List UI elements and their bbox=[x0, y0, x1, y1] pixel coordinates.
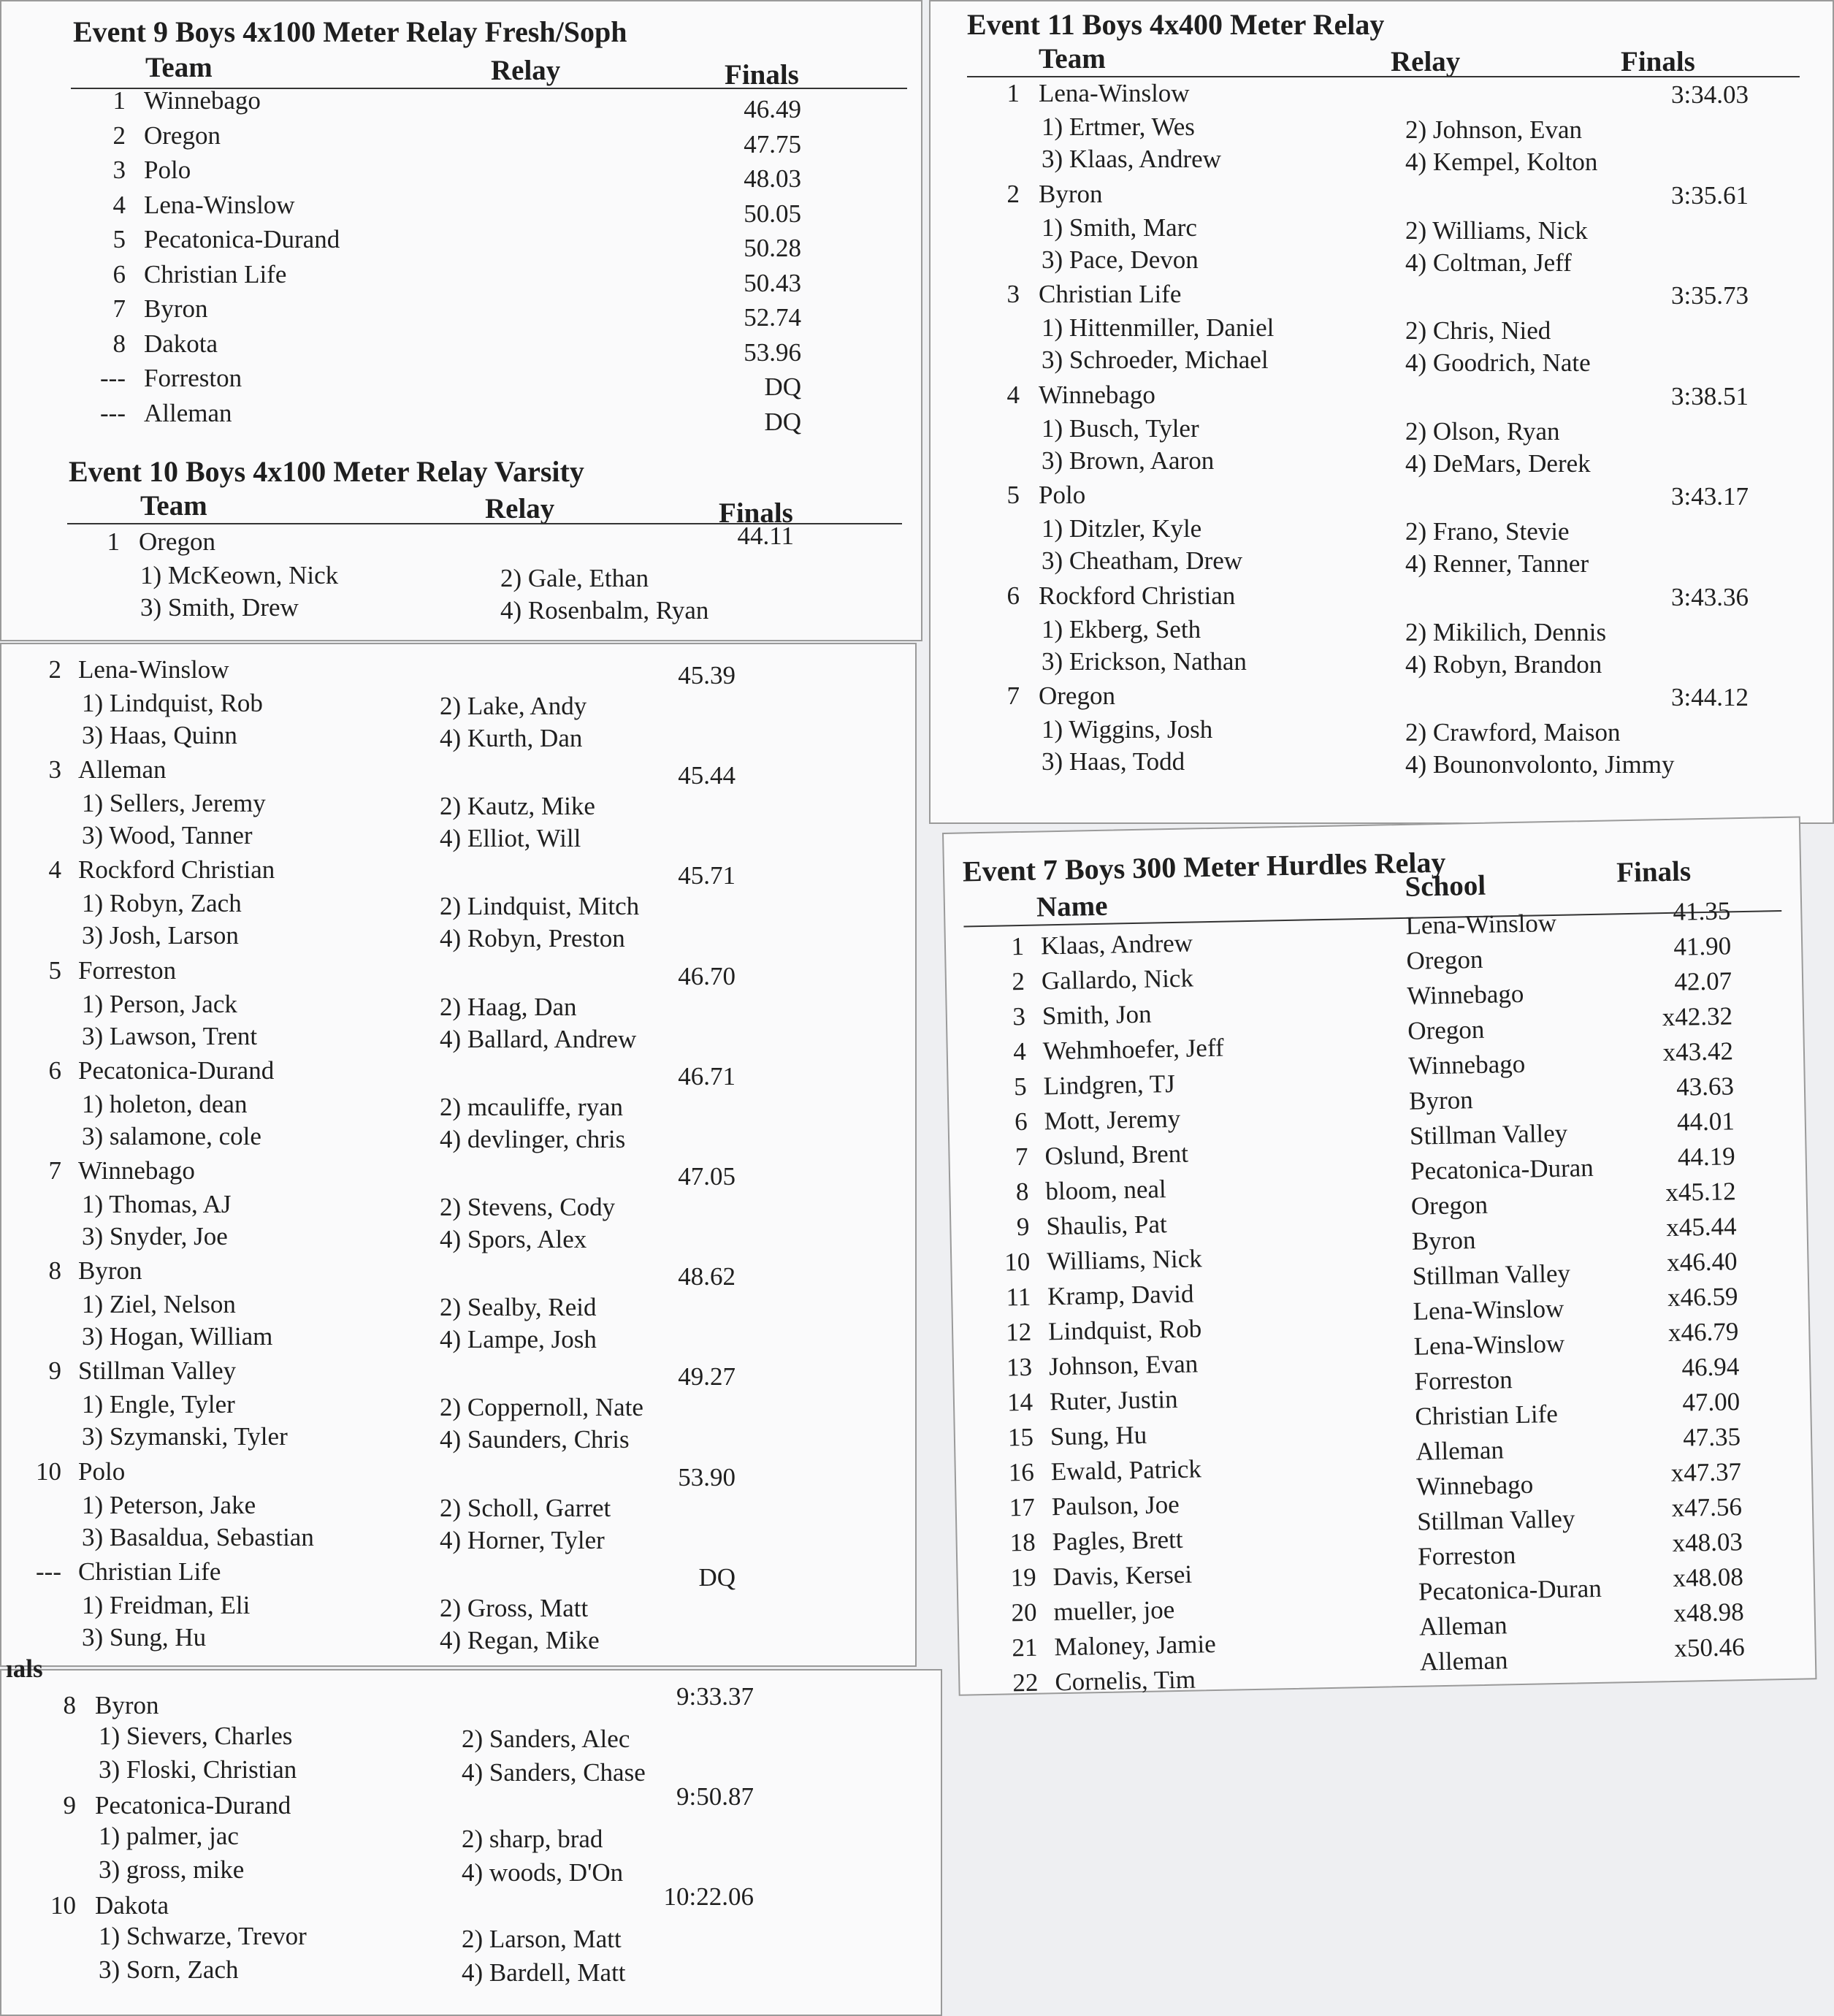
team-name: Oregon bbox=[1039, 681, 1115, 710]
place: 19 bbox=[1010, 1562, 1036, 1592]
place: --- bbox=[100, 364, 126, 392]
team-name: Lena-Winslow bbox=[144, 190, 295, 219]
event-10-header-team: Team bbox=[140, 490, 207, 522]
finals-time: 44.11 bbox=[737, 522, 794, 550]
runner-1: 1) Robyn, Zach bbox=[82, 889, 242, 918]
team-name: Forreston bbox=[144, 364, 242, 392]
runner-4: 4) Lampe, Josh bbox=[440, 1325, 597, 1354]
place: 5 bbox=[1006, 481, 1020, 509]
place: 2 bbox=[112, 121, 126, 150]
event-11-title: Event 11 Boys 4x400 Meter Relay bbox=[967, 8, 1385, 41]
school-name: Lena-Winslow bbox=[1413, 1329, 1565, 1361]
runner-2: 2) Sanders, Alec bbox=[462, 1725, 630, 1753]
school-name: Winnebago bbox=[1415, 1470, 1534, 1501]
team-name: Alleman bbox=[78, 755, 167, 784]
athlete-name: Kramp, David bbox=[1047, 1279, 1194, 1311]
athlete-name: Gallardo, Nick bbox=[1041, 963, 1194, 996]
place: 12 bbox=[1005, 1317, 1032, 1347]
runner-1: 1) Hittenmiller, Daniel bbox=[1042, 313, 1275, 342]
runner-2: 2) Stevens, Cody bbox=[440, 1193, 616, 1221]
team-name: Winnebago bbox=[144, 86, 261, 115]
runner-1: 1) Ziel, Nelson bbox=[82, 1290, 236, 1319]
school-name: Stillman Valley bbox=[1412, 1259, 1571, 1291]
team-name: Polo bbox=[144, 156, 191, 184]
runner-4: 4) Horner, Tyler bbox=[440, 1525, 605, 1554]
team-name: Pecatonica-Durand bbox=[144, 225, 340, 253]
finals-time: 50.05 bbox=[744, 199, 801, 228]
runner-2: 2) Olson, Ryan bbox=[1405, 416, 1560, 446]
sheet-event-9-10 bbox=[0, 0, 922, 641]
finals-time: DQ bbox=[764, 407, 801, 436]
runner-1: 1) Smith, Marc bbox=[1042, 213, 1197, 242]
runner-1: 1) Thomas, AJ bbox=[82, 1190, 232, 1218]
runner-4: 4) Regan, Mike bbox=[440, 1625, 600, 1654]
place: 10 bbox=[50, 1891, 76, 1920]
team-name: Winnebago bbox=[1039, 380, 1155, 409]
runner-4: 4) Goodrich, Nate bbox=[1405, 348, 1591, 377]
team-name: Oregon bbox=[144, 121, 221, 150]
place: 3 bbox=[112, 156, 126, 184]
place: 7 bbox=[48, 1156, 61, 1185]
team-name: Christian Life bbox=[1039, 280, 1182, 308]
place: 16 bbox=[1008, 1457, 1035, 1487]
athlete-name: Klaas, Andrew bbox=[1040, 928, 1193, 961]
school-name: Stillman Valley bbox=[1409, 1118, 1568, 1150]
school-name: Winnebago bbox=[1407, 1049, 1526, 1080]
runner-3: 3) gross, mike bbox=[99, 1855, 245, 1884]
place: 7 bbox=[112, 294, 126, 323]
finals-time: x42.32 bbox=[1662, 1001, 1733, 1032]
finals-time: x48.08 bbox=[1673, 1562, 1744, 1592]
place: 9 bbox=[63, 1791, 76, 1820]
athlete-name: Maloney, Jamie bbox=[1054, 1630, 1217, 1662]
runner-3: 3) Smith, Drew bbox=[140, 593, 299, 622]
finals-time: 48.62 bbox=[678, 1262, 735, 1291]
runner-1: 1) Wiggins, Josh bbox=[1042, 715, 1213, 744]
runner-1: 1) Ditzler, Kyle bbox=[1042, 514, 1202, 543]
team-name: Forreston bbox=[78, 955, 177, 985]
runner-3: 3) Snyder, Joe bbox=[82, 1222, 228, 1251]
place: 13 bbox=[1006, 1352, 1033, 1382]
place: 5 bbox=[48, 955, 61, 985]
athlete-name: Pagles, Brett bbox=[1052, 1524, 1183, 1557]
team-name: Rockford Christian bbox=[78, 855, 275, 885]
runner-2: 2) Frano, Stevie bbox=[1405, 517, 1570, 546]
runner-3: 3) Haas, Quinn bbox=[82, 721, 237, 749]
runner-4: 4) Robyn, Preston bbox=[440, 924, 625, 953]
finals-time: DQ bbox=[698, 1562, 735, 1592]
place: 8 bbox=[112, 329, 126, 358]
place: 1 bbox=[112, 86, 126, 115]
runner-1: 1) Busch, Tyler bbox=[1042, 413, 1199, 443]
runner-4: 4) Kempel, Kolton bbox=[1405, 148, 1598, 176]
runner-1: 1) holeton, dean bbox=[82, 1089, 248, 1118]
runner-3: 3) Brown, Aaron bbox=[1042, 446, 1215, 475]
finals-time: x46.59 bbox=[1667, 1282, 1738, 1313]
runner-1: 1) palmer, jac bbox=[99, 1822, 239, 1850]
athlete-name: mueller, joe bbox=[1053, 1595, 1175, 1627]
runner-3: 3) Sorn, Zach bbox=[99, 1955, 239, 1984]
finals-time: x47.56 bbox=[1671, 1492, 1743, 1522]
team-name: Lena-Winslow bbox=[78, 655, 229, 684]
event-7-header-name: Name bbox=[1036, 890, 1108, 923]
event-7-header-school: School bbox=[1405, 869, 1486, 903]
runner-3: 3) Cheatham, Drew bbox=[1042, 546, 1243, 575]
school-name: Byron bbox=[1411, 1226, 1476, 1256]
runner-3: 3) Klaas, Andrew bbox=[1042, 145, 1221, 173]
team-name: Dakota bbox=[144, 329, 218, 358]
event-11-header-team: Team bbox=[1039, 43, 1106, 75]
team-name: Rockford Christian bbox=[1039, 581, 1236, 610]
team-name: Oregon bbox=[139, 527, 215, 556]
place: 9 bbox=[48, 1356, 61, 1386]
sheet-event-10-continued bbox=[0, 643, 917, 1667]
place: 5 bbox=[112, 225, 126, 253]
school-name: Forreston bbox=[1417, 1540, 1516, 1571]
event-7-header-finals: Finals bbox=[1616, 855, 1692, 889]
runner-4: 4) devlinger, chris bbox=[440, 1124, 626, 1153]
place: 3 bbox=[1012, 1001, 1026, 1031]
runner-2: 2) Williams, Nick bbox=[1405, 215, 1588, 245]
sheet-event-11 bbox=[929, 0, 1834, 824]
runner-4: 4) Kurth, Dan bbox=[440, 724, 583, 752]
finals-time: x46.79 bbox=[1667, 1317, 1739, 1348]
finals-time: 3:34.03 bbox=[1671, 80, 1749, 109]
runner-3: 3) Sung, Hu bbox=[82, 1622, 207, 1652]
school-name: Byron bbox=[1408, 1085, 1474, 1115]
runner-2: 2) Chris, Nied bbox=[1405, 316, 1551, 345]
finals-time: 50.43 bbox=[744, 268, 801, 297]
runner-4: 4) DeMars, Derek bbox=[1405, 448, 1591, 478]
finals-time: 3:44.12 bbox=[1671, 683, 1749, 711]
school-name: Lena-Winslow bbox=[1405, 908, 1557, 940]
finals-time: 3:35.61 bbox=[1671, 180, 1749, 210]
finals-time: 47.75 bbox=[744, 129, 801, 159]
runner-2: 2) Gale, Ethan bbox=[500, 564, 649, 592]
place: 4 bbox=[1012, 1036, 1027, 1066]
finals-time: 53.96 bbox=[744, 337, 801, 367]
finals-time: 41.90 bbox=[1673, 931, 1732, 961]
runner-3: 3) Schroeder, Michael bbox=[1042, 345, 1269, 374]
place: 1 bbox=[1006, 79, 1020, 107]
place: 1 bbox=[1011, 931, 1025, 961]
place: 7 bbox=[1006, 681, 1020, 710]
athlete-name: Wehmhoefer, Jeff bbox=[1042, 1033, 1224, 1066]
school-name: Oregon bbox=[1410, 1190, 1489, 1221]
runner-1: 1) McKeown, Nick bbox=[140, 561, 339, 589]
school-name: Oregon bbox=[1407, 1015, 1485, 1045]
sheet-event-7 bbox=[942, 816, 1816, 1698]
finals-time: x43.42 bbox=[1662, 1036, 1734, 1067]
runner-1: 1) Schwarze, Trevor bbox=[99, 1922, 307, 1950]
runner-4: 4) Bardell, Matt bbox=[462, 1958, 626, 1987]
runner-2: 2) sharp, brad bbox=[462, 1825, 603, 1853]
finals-time: 44.01 bbox=[1676, 1107, 1735, 1137]
finals-time: x50.46 bbox=[1673, 1633, 1745, 1662]
place: 15 bbox=[1007, 1422, 1034, 1452]
finals-time: 48.03 bbox=[744, 164, 801, 193]
runner-2: 2) Gross, Matt bbox=[440, 1593, 589, 1622]
place: 6 bbox=[112, 259, 126, 289]
runner-1: 1) Ertmer, Wes bbox=[1042, 112, 1195, 141]
finals-time: 46.71 bbox=[678, 1061, 735, 1091]
team-name: Byron bbox=[78, 1256, 142, 1286]
school-name: Alleman bbox=[1419, 1646, 1508, 1676]
runner-4: 4) woods, D'On bbox=[462, 1858, 624, 1887]
finals-time: x45.44 bbox=[1665, 1212, 1737, 1242]
place: 8 bbox=[63, 1691, 76, 1719]
event-11-header-rule bbox=[967, 76, 1800, 77]
runner-3: 3) Josh, Larson bbox=[82, 921, 239, 950]
team-name: Alleman bbox=[144, 398, 232, 427]
runner-3: 3) Haas, Todd bbox=[1042, 747, 1185, 776]
runner-2: 2) Crawford, Maison bbox=[1405, 718, 1621, 747]
place: 8 bbox=[1015, 1177, 1029, 1207]
team-name: Winnebago bbox=[78, 1156, 195, 1185]
team-name: Stillman Valley bbox=[78, 1356, 237, 1386]
finals-time: x48.03 bbox=[1672, 1527, 1743, 1557]
place: 4 bbox=[112, 190, 126, 219]
runner-4: 4) Rosenbalm, Ryan bbox=[500, 596, 709, 625]
runner-4: 4) Renner, Tanner bbox=[1405, 549, 1589, 578]
place: 14 bbox=[1006, 1387, 1033, 1417]
cut-heading-fragment: ıals bbox=[6, 1654, 43, 1683]
runner-2: 2) Coppernoll, Nate bbox=[440, 1393, 643, 1422]
finals-time: x46.40 bbox=[1666, 1247, 1738, 1278]
runner-3: 3) Szymanski, Tyler bbox=[82, 1422, 288, 1451]
runner-4: 4) Spors, Alex bbox=[440, 1225, 587, 1253]
finals-time: 3:43.36 bbox=[1671, 582, 1749, 611]
finals-time: 44.19 bbox=[1677, 1142, 1736, 1172]
athlete-name: Shaulis, Pat bbox=[1045, 1210, 1168, 1241]
finals-time: 3:35.73 bbox=[1671, 281, 1749, 310]
school-name: Pecatonica-Duran bbox=[1410, 1153, 1594, 1185]
sheet-relay-fragment bbox=[0, 1654, 942, 2016]
runner-4: 4) Bounonvolonto, Jimmy bbox=[1405, 750, 1675, 779]
runner-4: 4) Coltman, Jeff bbox=[1405, 248, 1572, 277]
team-name: Polo bbox=[1039, 481, 1086, 509]
school-name: Alleman bbox=[1415, 1435, 1505, 1466]
finals-time: 52.74 bbox=[744, 303, 801, 332]
place: 6 bbox=[1006, 581, 1020, 610]
finals-time: 43.63 bbox=[1676, 1072, 1735, 1101]
place: 21 bbox=[1012, 1633, 1038, 1662]
finals-time: 45.44 bbox=[678, 761, 735, 790]
finals-time: 46.49 bbox=[744, 95, 801, 123]
team-name: Christian Life bbox=[144, 259, 287, 289]
runner-2: 2) Lake, Andy bbox=[440, 692, 587, 720]
event-9-title: Event 9 Boys 4x100 Meter Relay Fresh/Soph bbox=[73, 15, 627, 48]
athlete-name: Mott, Jeremy bbox=[1044, 1104, 1181, 1136]
athlete-name: Lindquist, Rob bbox=[1047, 1314, 1202, 1346]
runner-2: 2) Johnson, Evan bbox=[1405, 115, 1583, 144]
finals-time: x45.12 bbox=[1665, 1177, 1736, 1207]
runner-3: 3) Wood, Tanner bbox=[82, 821, 253, 850]
event-9-header-finals: Finals bbox=[725, 59, 799, 91]
school-name: Winnebago bbox=[1407, 979, 1524, 1010]
event-10-title: Event 10 Boys 4x100 Meter Relay Varsity bbox=[69, 455, 584, 488]
athlete-name: Sung, Hu bbox=[1050, 1420, 1147, 1451]
event-10-header-finals: Finals bbox=[719, 497, 793, 529]
runner-1: 1) Person, Jack bbox=[82, 989, 237, 1018]
event-9-header-team: Team bbox=[145, 52, 213, 83]
event-7-title: Event 7 Boys 300 Meter Hurdles Relay bbox=[962, 845, 1446, 888]
place: 10 bbox=[36, 1456, 61, 1486]
runner-1: 1) Sievers, Charles bbox=[99, 1722, 293, 1750]
finals-time: 47.35 bbox=[1682, 1422, 1741, 1452]
place: 3 bbox=[1006, 280, 1020, 308]
team-name: Byron bbox=[144, 294, 208, 323]
athlete-name: Williams, Nick bbox=[1046, 1244, 1203, 1276]
runner-4: 4) Robyn, Brandon bbox=[1405, 649, 1602, 679]
runner-3: 3) Hogan, William bbox=[82, 1322, 273, 1351]
athlete-name: Davis, Kersei bbox=[1052, 1559, 1193, 1592]
team-name: Lena-Winslow bbox=[1039, 79, 1190, 107]
event-9-header-relay: Relay bbox=[491, 55, 561, 86]
place: 20 bbox=[1011, 1597, 1037, 1627]
school-name: Christian Life bbox=[1415, 1399, 1559, 1431]
runner-3: 3) Lawson, Trent bbox=[82, 1021, 258, 1050]
team-name: Polo bbox=[78, 1456, 126, 1486]
finals-time: 47.00 bbox=[1682, 1387, 1741, 1417]
team-name: Byron bbox=[95, 1691, 159, 1719]
runner-1: 1) Lindquist, Rob bbox=[82, 689, 263, 717]
finals-time: 10:22.06 bbox=[663, 1882, 754, 1911]
finals-time: 47.05 bbox=[678, 1162, 735, 1191]
athlete-name: Oslund, Brent bbox=[1044, 1139, 1189, 1171]
place: 11 bbox=[1006, 1282, 1031, 1312]
place: 2 bbox=[1006, 179, 1020, 208]
place: 7 bbox=[1015, 1142, 1028, 1172]
finals-time: 49.27 bbox=[678, 1362, 735, 1391]
event-10-header-relay: Relay bbox=[485, 493, 555, 524]
place: 2 bbox=[48, 655, 61, 684]
runner-2: 2) Mikilich, Dennis bbox=[1405, 617, 1607, 646]
finals-time: 3:43.17 bbox=[1671, 482, 1749, 511]
finals-time: 45.71 bbox=[678, 861, 735, 890]
team-name: Pecatonica-Durand bbox=[78, 1055, 275, 1085]
finals-time: 53.90 bbox=[678, 1462, 735, 1492]
finals-time: 41.35 bbox=[1673, 896, 1731, 926]
runner-3: 3) Pace, Devon bbox=[1042, 245, 1199, 274]
finals-time: 46.70 bbox=[678, 961, 735, 990]
school-name: Pecatonica-Duran bbox=[1418, 1573, 1602, 1606]
finals-time: DQ bbox=[764, 373, 801, 401]
runner-1: 1) Engle, Tyler bbox=[82, 1390, 235, 1419]
athlete-name: Ruter, Justin bbox=[1049, 1384, 1178, 1416]
place: 9 bbox=[1016, 1212, 1030, 1242]
runner-2: 2) Larson, Matt bbox=[462, 1925, 622, 1953]
place: 2 bbox=[1012, 966, 1025, 996]
team-name: Dakota bbox=[95, 1891, 169, 1920]
runner-1: 1) Sellers, Jeremy bbox=[82, 789, 266, 818]
finals-time: 9:50.87 bbox=[676, 1782, 754, 1811]
place: 18 bbox=[1009, 1527, 1036, 1557]
finals-time: 46.94 bbox=[1681, 1352, 1740, 1382]
team-name: Pecatonica-Durand bbox=[95, 1791, 291, 1820]
athlete-name: Paulson, Joe bbox=[1051, 1489, 1180, 1521]
runner-1: 1) Freidman, Eli bbox=[82, 1590, 251, 1619]
runner-4: 4) Elliot, Will bbox=[440, 824, 581, 853]
place: --- bbox=[36, 1557, 61, 1586]
place: 17 bbox=[1009, 1492, 1036, 1522]
place: 1 bbox=[107, 527, 120, 556]
runner-4: 4) Sanders, Chase bbox=[462, 1758, 646, 1787]
finals-time: 42.07 bbox=[1673, 966, 1732, 996]
runner-2: 2) Haag, Dan bbox=[440, 992, 577, 1021]
runner-2: 2) Kautz, Mike bbox=[440, 792, 595, 821]
school-name: Lena-Winslow bbox=[1413, 1294, 1564, 1326]
place: --- bbox=[100, 398, 126, 427]
place: 22 bbox=[1012, 1668, 1039, 1698]
runner-3: 3) Floski, Christian bbox=[99, 1755, 297, 1784]
runner-3: 3) salamone, cole bbox=[82, 1121, 261, 1150]
finals-time: 50.28 bbox=[744, 234, 801, 262]
athlete-name: Johnson, Evan bbox=[1048, 1349, 1199, 1381]
event-11-header-finals: Finals bbox=[1621, 46, 1695, 77]
athlete-name: Cornelis, Tim bbox=[1054, 1665, 1196, 1697]
school-name: Forreston bbox=[1414, 1365, 1513, 1396]
runner-3: 3) Basaldua, Sebastian bbox=[82, 1522, 314, 1551]
place: 5 bbox=[1013, 1072, 1028, 1101]
finals-time: x47.37 bbox=[1670, 1457, 1742, 1488]
place: 6 bbox=[1014, 1107, 1028, 1137]
finals-time: 9:33.37 bbox=[676, 1682, 754, 1711]
place: 8 bbox=[48, 1256, 61, 1286]
runner-4: 4) Ballard, Andrew bbox=[440, 1024, 637, 1053]
runner-4: 4) Saunders, Chris bbox=[440, 1425, 630, 1454]
school-name: Alleman bbox=[1418, 1611, 1508, 1641]
athlete-name: Smith, Jon bbox=[1042, 999, 1152, 1031]
runner-2: 2) Sealby, Reid bbox=[440, 1293, 597, 1322]
finals-time: 3:38.51 bbox=[1671, 381, 1749, 411]
runner-2: 2) Lindquist, Mitch bbox=[440, 892, 640, 921]
runner-1: 1) Peterson, Jake bbox=[82, 1490, 256, 1519]
athlete-name: Lindgren, TJ bbox=[1043, 1069, 1176, 1101]
runner-2: 2) mcauliffe, ryan bbox=[440, 1092, 624, 1121]
team-name: Christian Life bbox=[78, 1557, 221, 1586]
athlete-name: bloom, neal bbox=[1045, 1175, 1167, 1206]
finals-time: x48.98 bbox=[1673, 1597, 1745, 1627]
runner-1: 1) Ekberg, Seth bbox=[1042, 614, 1201, 644]
place: 3 bbox=[48, 755, 61, 784]
runner-3: 3) Erickson, Nathan bbox=[1042, 646, 1247, 676]
place: 4 bbox=[1006, 380, 1020, 409]
runner-2: 2) Scholl, Garret bbox=[440, 1493, 611, 1522]
school-name: Oregon bbox=[1406, 944, 1483, 975]
event-11-header-relay: Relay bbox=[1391, 46, 1461, 77]
team-name: Byron bbox=[1039, 179, 1103, 208]
place: 6 bbox=[48, 1055, 61, 1085]
school-name: Stillman Valley bbox=[1416, 1504, 1575, 1536]
place: 4 bbox=[48, 855, 61, 885]
finals-time: 45.39 bbox=[678, 661, 735, 690]
athlete-name: Ewald, Patrick bbox=[1050, 1454, 1202, 1486]
place: 10 bbox=[1004, 1247, 1031, 1277]
